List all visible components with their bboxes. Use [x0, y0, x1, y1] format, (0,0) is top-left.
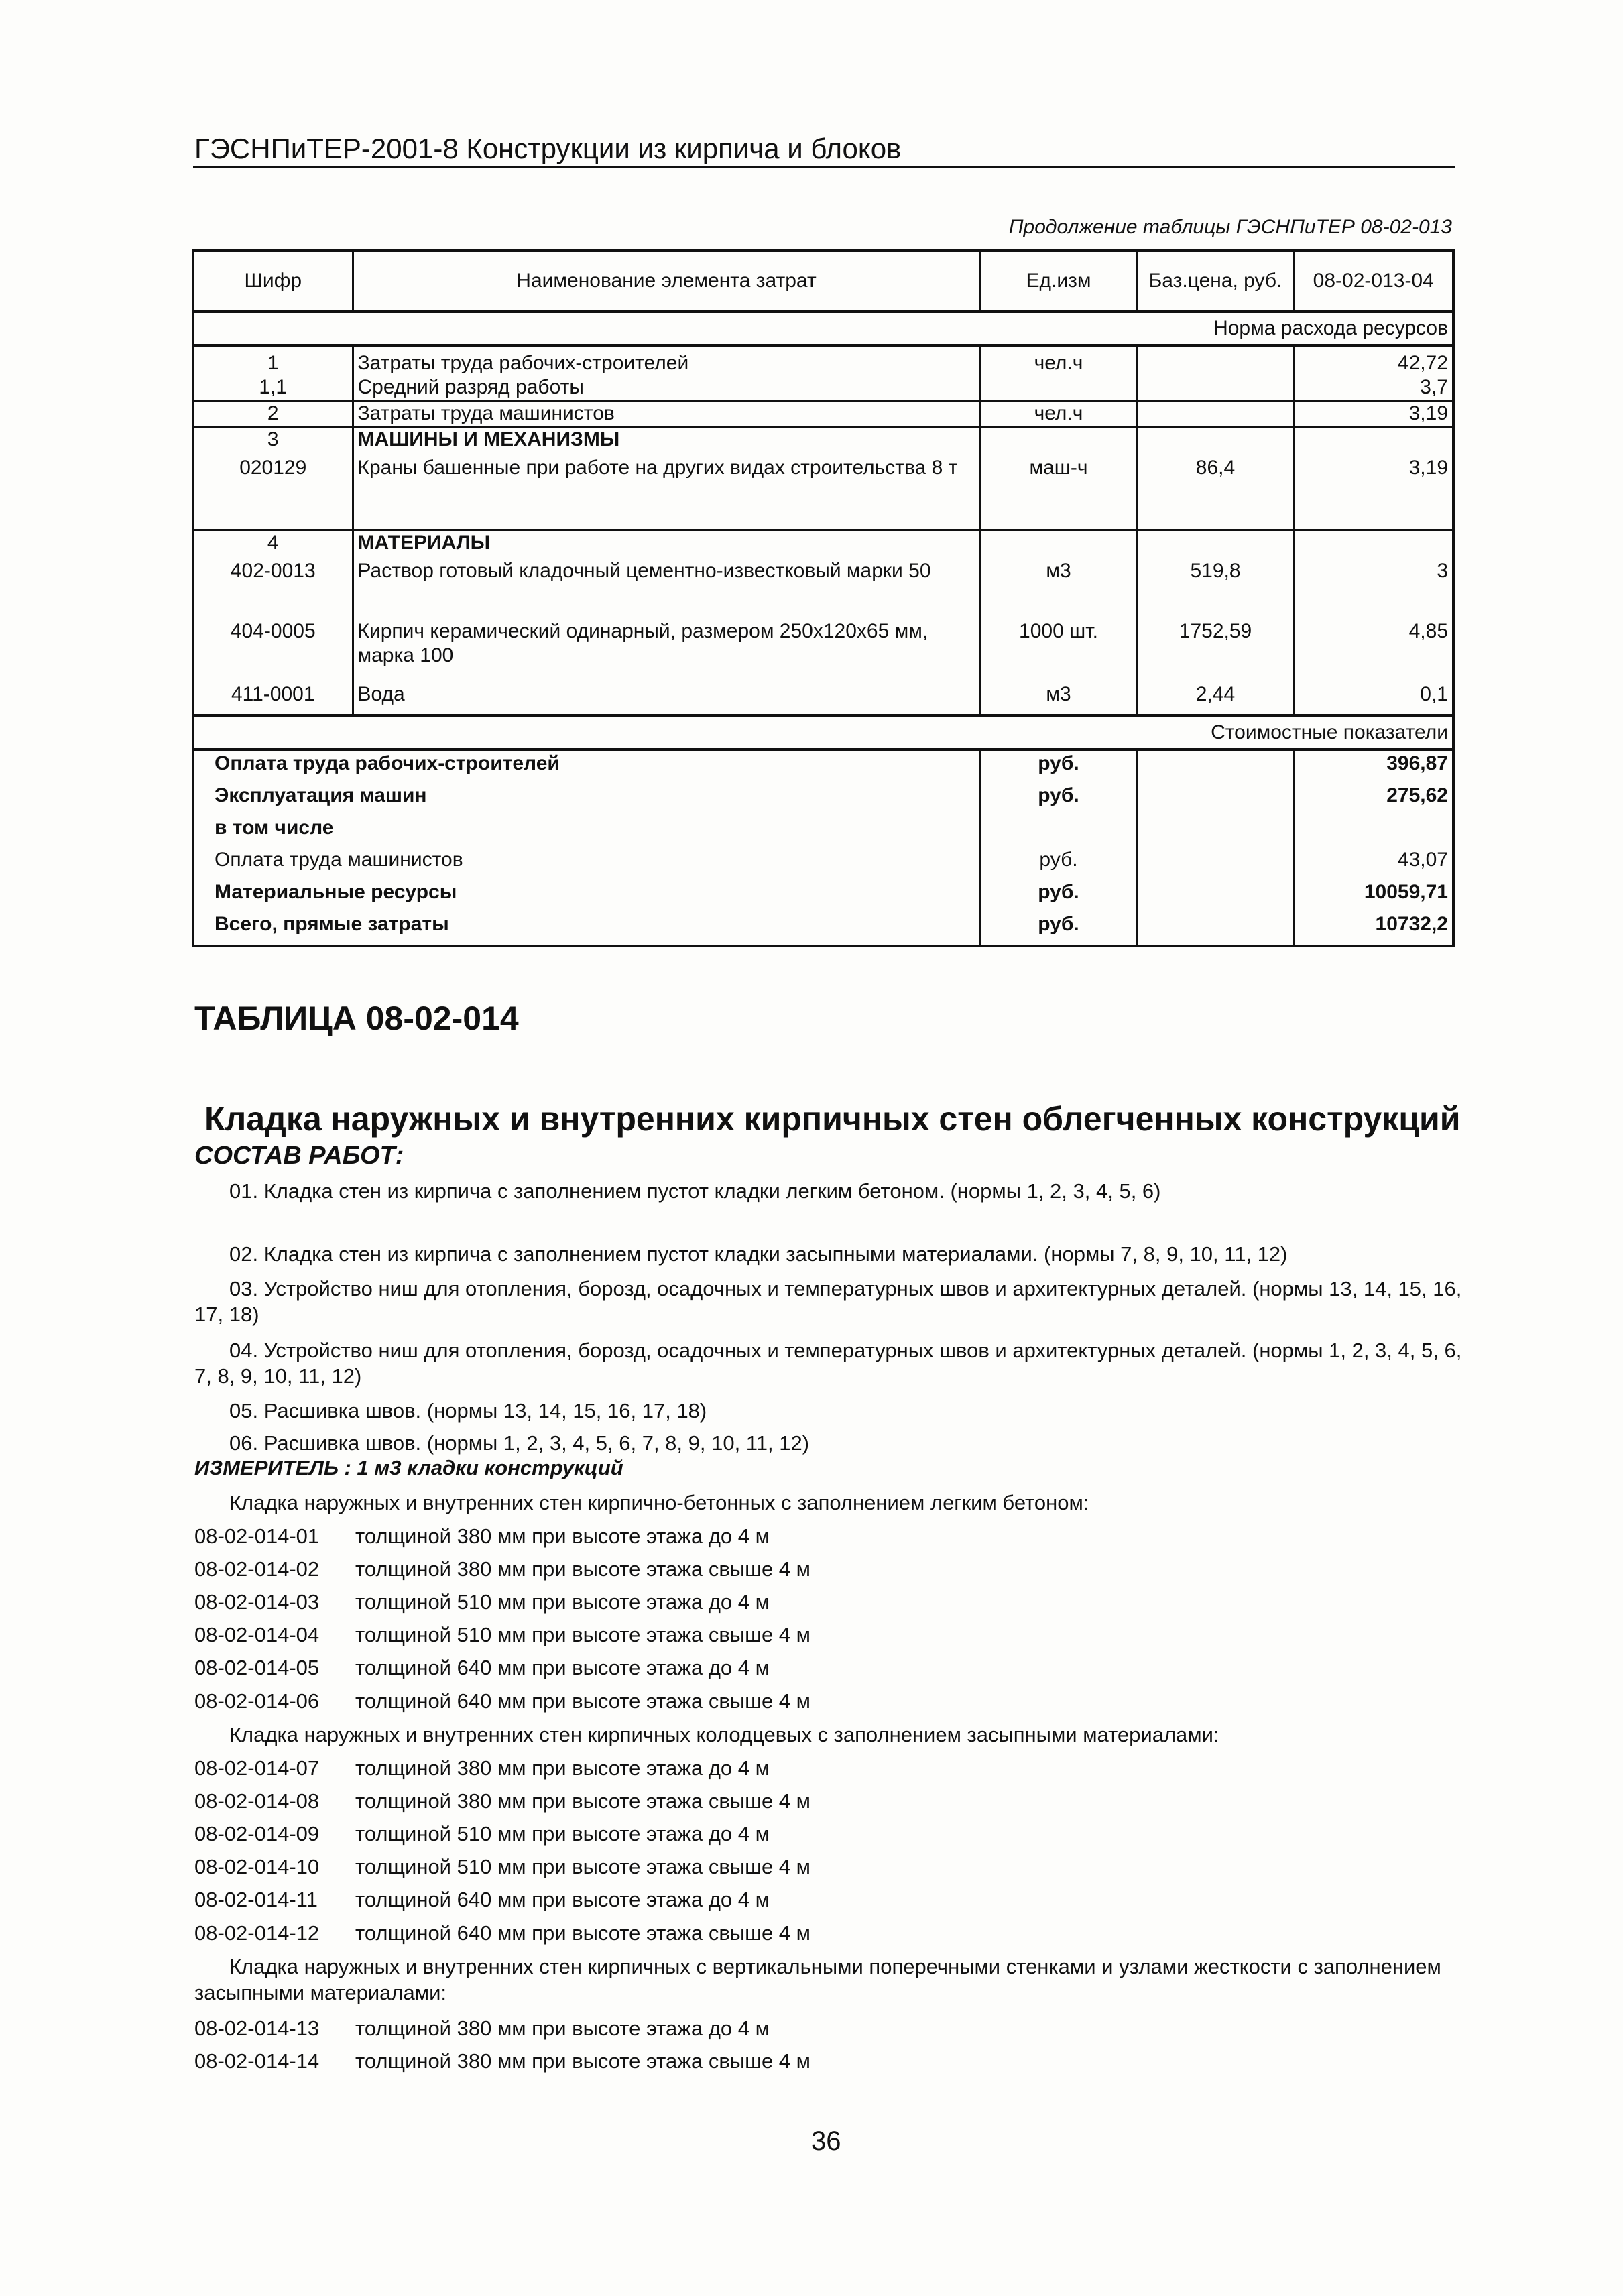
row-unit: маш-ч	[980, 452, 1137, 530]
item-code: 08-02-014-01	[194, 1524, 320, 1548]
table-row	[193, 555, 1453, 619]
list-item	[194, 1556, 810, 1583]
cost-empty	[1137, 784, 1294, 816]
row-code: 4	[193, 530, 353, 555]
item-text: толщиной 640 мм при высоте этажа свыше 4 м	[355, 1921, 810, 1945]
cost-value: 10059,71	[1294, 880, 1453, 912]
row-code: 2	[193, 401, 353, 427]
item-text: толщиной 380 мм при высоте этажа до 4 м	[355, 1756, 770, 1780]
item-text: толщиной 510 мм при высоте этажа до 4 м	[355, 1590, 770, 1614]
cost-row	[193, 880, 1453, 912]
row-code: 1	[193, 346, 353, 376]
row-unit	[980, 375, 1137, 401]
list-item	[194, 1654, 770, 1681]
row-price	[1137, 401, 1294, 427]
table-row	[193, 682, 1453, 716]
row-code: 3	[193, 427, 353, 452]
item-text: толщиной 380 мм при высоте этажа до 4 м	[355, 1524, 770, 1548]
cost-name: Всего, прямые затраты	[215, 913, 449, 935]
row-value	[1294, 530, 1453, 555]
table-row	[193, 427, 1453, 452]
composition-label: СОСТАВ РАБОТ:	[194, 1142, 404, 1170]
table-row	[193, 375, 1453, 401]
row-value: 3,7	[1294, 375, 1453, 401]
row-value	[1294, 427, 1453, 452]
row-unit: 1000 шт.	[980, 619, 1137, 682]
cost-empty	[1137, 750, 1294, 784]
cost-name: в том числе	[215, 817, 334, 839]
cost-empty	[1137, 816, 1294, 848]
cost-value: 10732,2	[1294, 912, 1453, 946]
row-unit: м3	[980, 555, 1137, 619]
section-label: Норма расхода ресурсов	[193, 312, 1453, 346]
work-item: 06. Расшивка швов. (нормы 1, 2, 3, 4, 5, 6, 7, 8, 9, 10, 11, 12)	[229, 1431, 810, 1455]
item-code: 08-02-014-10	[194, 1855, 320, 1878]
row-name: Средний разряд работы	[353, 375, 980, 401]
section-label: Стоимостные показатели	[193, 716, 1453, 750]
work-item: 02. Кладка стен из кирпича с заполнением пустот кладки засыпными материалами. (нормы 7, 8, 9, 10, 11, 12)	[229, 1242, 1288, 1266]
row-price	[1137, 427, 1294, 452]
list-item	[194, 1523, 770, 1550]
list-item	[194, 1755, 770, 1782]
work-item: 04. Устройство ниш для отопления, борозд, осадочных и температурных швов и архитектурных деталей. (нормы 1, 2, 3, 4, 5, 6, 7, 8, 9, 10, 11, 12)	[194, 1339, 1462, 1388]
row-unit: чел.ч	[980, 346, 1137, 376]
running-header: ГЭСНПиТЕР-2001-8 Конструкции из кирпича и блоков	[194, 133, 902, 164]
list-item	[194, 1886, 770, 1913]
cost-name: Материальные ресурсы	[215, 881, 457, 903]
cost-name: Оплата труда машинистов	[215, 849, 463, 871]
row-price: 1752,59	[1137, 619, 1294, 682]
measure-label: ИЗМЕРИТЕЛЬ : 1 м3 кладки конструкций	[194, 1456, 623, 1479]
table-continuation-note: Продолжение таблицы ГЭСНПиТЕР 08-02-013	[1008, 216, 1452, 238]
resource-norms-table	[192, 249, 1455, 947]
item-text: толщиной 380 мм при высоте этажа свыше 4 м	[355, 2049, 810, 2073]
cost-value: 43,07	[1294, 848, 1453, 880]
table-row	[193, 452, 1453, 530]
list-item	[194, 2048, 810, 2075]
list-item	[194, 2015, 770, 2042]
section-title: Кладка наружных и внутренних кирпичных стен облегченных конструкций	[204, 1100, 1461, 1138]
item-code: 08-02-014-03	[194, 1590, 320, 1614]
item-code: 08-02-014-09	[194, 1822, 320, 1846]
item-text: толщиной 380 мм при высоте этажа свыше 4 м	[355, 1789, 810, 1813]
list-item	[194, 1920, 810, 1947]
work-item: 01. Кладка стен из кирпича с заполнением пустот кладки легким бетоном. (нормы 1, 2, 3, 4, 5, 6)	[229, 1179, 1161, 1203]
table-row	[193, 346, 1453, 376]
group-heading: Кладка наружных и внутренних стен кирпичных колодцевых с заполнением засыпными материалами:	[229, 1723, 1219, 1746]
page-number: 36	[811, 2126, 841, 2156]
cost-row	[193, 750, 1453, 784]
table-title: ТАБЛИЦА 08-02-014	[194, 1000, 519, 1037]
work-item: 05. Расшивка швов. (нормы 13, 14, 15, 16, 17, 18)	[229, 1399, 707, 1423]
cost-row	[193, 784, 1453, 816]
row-name: Затраты труда рабочих-строителей	[353, 346, 980, 376]
item-code: 08-02-014-02	[194, 1557, 320, 1581]
row-name: Раствор готовый кладочный цементно-известковый марки 50	[353, 555, 980, 619]
row-price	[1137, 530, 1294, 555]
row-name: Затраты труда машинистов	[353, 401, 980, 427]
row-name: Кирпич керамический одинарный, размером 250х120х65 мм, марка 100	[353, 619, 980, 682]
cost-unit: руб.	[980, 750, 1137, 784]
list-item	[194, 1622, 810, 1648]
list-item	[194, 1788, 810, 1815]
row-code: 1,1	[259, 376, 288, 398]
item-text: толщиной 640 мм при высоте этажа до 4 м	[355, 1888, 770, 1911]
row-name: Краны башенные при работе на других видах строительства 8 т	[353, 452, 980, 530]
item-text: толщиной 380 мм при высоте этажа до 4 м	[355, 2016, 770, 2040]
row-unit	[980, 530, 1137, 555]
row-code: 020129	[239, 457, 307, 479]
row-value: 3,19	[1294, 401, 1453, 427]
row-value: 3	[1294, 555, 1453, 619]
item-text: толщиной 640 мм при высоте этажа свыше 4 м	[355, 1689, 810, 1713]
row-code: 411-0001	[231, 682, 315, 705]
item-code: 08-02-014-06	[194, 1689, 320, 1713]
row-price	[1137, 346, 1294, 376]
row-price	[1137, 375, 1294, 401]
cost-row	[193, 816, 1453, 848]
item-code: 08-02-014-08	[194, 1789, 320, 1813]
cost-empty	[1137, 848, 1294, 880]
item-text: толщиной 510 мм при высоте этажа свыше 4 м	[355, 1623, 810, 1646]
table-header-row	[193, 251, 1453, 312]
row-price: 519,8	[1137, 555, 1294, 619]
item-text: толщиной 380 мм при высоте этажа свыше 4 м	[355, 1557, 810, 1581]
row-unit: чел.ч	[980, 401, 1137, 427]
section-row-costs	[193, 716, 1453, 750]
group-heading: Кладка наружных и внутренних стен кирпичных с вертикальными поперечными стенками и узлами жесткости с заполнением засыпными материалами:	[194, 1955, 1441, 2004]
column-header-code: Шифр	[244, 269, 302, 292]
row-value: 4,85	[1294, 619, 1453, 682]
list-item	[194, 1854, 810, 1880]
cost-unit: руб.	[980, 912, 1137, 946]
cost-row	[193, 912, 1453, 946]
list-item	[194, 1688, 810, 1715]
list-item	[194, 1589, 770, 1616]
cost-unit: руб.	[980, 784, 1137, 816]
cost-name: Оплата труда рабочих-строителей	[193, 750, 980, 784]
item-code: 08-02-014-11	[194, 1888, 318, 1911]
column-header-unit: Ед.изм	[980, 251, 1137, 312]
item-code: 08-02-014-13	[194, 2016, 320, 2040]
item-text: толщиной 640 мм при высоте этажа до 4 м	[355, 1656, 770, 1679]
item-code: 08-02-014-04	[194, 1623, 320, 1646]
row-value: 0,1	[1294, 682, 1453, 716]
cost-name: Эксплуатация машин	[215, 784, 427, 806]
row-value: 42,72	[1294, 346, 1453, 376]
item-code: 08-02-014-05	[194, 1656, 320, 1679]
row-name: МАШИНЫ И МЕХАНИЗМЫ	[353, 427, 980, 452]
table-row	[193, 619, 1453, 682]
cost-value	[1294, 816, 1453, 848]
cost-value: 275,62	[1294, 784, 1453, 816]
item-text: толщиной 510 мм при высоте этажа свыше 4 м	[355, 1855, 810, 1878]
group-heading: Кладка наружных и внутренних стен кирпично-бетонных с заполнением легким бетоном:	[229, 1491, 1089, 1514]
cost-unit	[980, 816, 1137, 848]
column-header-price: Баз.цена, руб.	[1137, 251, 1294, 312]
cost-unit: руб.	[980, 848, 1137, 880]
row-unit: м3	[980, 682, 1137, 716]
cost-empty	[1137, 912, 1294, 946]
header-rule	[193, 166, 1455, 168]
column-header-name: Наименование элемента затрат	[353, 251, 980, 312]
row-code: 404-0005	[230, 619, 316, 642]
section-row-norms	[193, 312, 1453, 346]
row-value: 3,19	[1294, 452, 1453, 530]
cost-value: 396,87	[1294, 750, 1453, 784]
row-name: Вода	[353, 682, 980, 716]
work-item: 03. Устройство ниш для отопления, борозд, осадочных и температурных швов и архитектурных деталей. (нормы 13, 14, 15, 16, 17, 18)	[194, 1277, 1462, 1326]
row-unit	[980, 427, 1137, 452]
row-price: 86,4	[1137, 452, 1294, 530]
row-name: МАТЕРИАЛЫ	[353, 530, 980, 555]
column-header-norm: 08-02-013-04	[1294, 251, 1453, 312]
table-row	[193, 401, 1453, 427]
item-text: толщиной 510 мм при высоте этажа до 4 м	[355, 1822, 770, 1846]
list-item	[194, 1821, 770, 1848]
cost-empty	[1137, 880, 1294, 912]
table-row	[193, 530, 1453, 555]
row-code: 402-0013	[230, 559, 316, 582]
item-code: 08-02-014-07	[194, 1756, 320, 1780]
item-code: 08-02-014-14	[194, 2049, 320, 2073]
item-code: 08-02-014-12	[194, 1921, 320, 1945]
cost-row	[193, 848, 1453, 880]
cost-unit: руб.	[980, 880, 1137, 912]
row-price: 2,44	[1137, 682, 1294, 716]
